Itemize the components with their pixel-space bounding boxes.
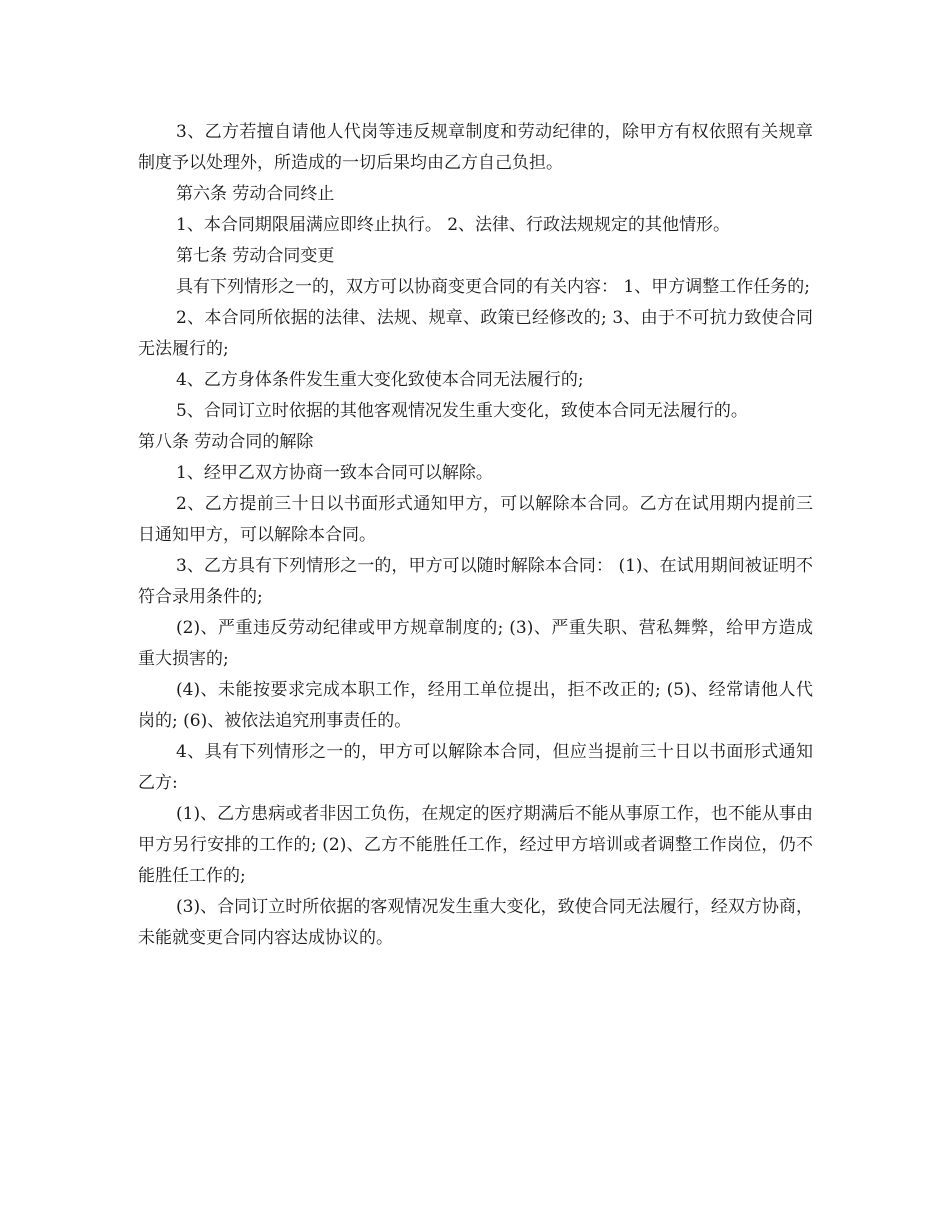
paragraph-clause-8-4: 4、具有下列情形之一的，甲方可以解除本合同，但应当提前三十日以书面形式通知乙方: — [138, 742, 813, 793]
heading-article-8: 第八条 劳动合同的解除 — [138, 432, 314, 452]
paragraph-clause-8-3-4-6: (4)、未能按要求完成本职工作，经用工单位提出，拒不改正的; (5)、经常请他人代岗的; (6)、被依法追究刑事责任的。 — [138, 680, 813, 731]
paragraph-clause-6-1-2: 1、本合同期限届满应即终止执行。 2、法律、行政法规规定的其他情形。 — [176, 215, 731, 235]
paragraph-clause-7-4: 4、乙方身体条件发生重大变化致使本合同无法履行的; — [176, 370, 584, 390]
heading-article-7: 第七条 劳动合同变更 — [176, 246, 335, 266]
paragraph-clause-8-4-3: (3)、合同订立时所依据的客观情况发生重大变化，致使合同无法履行，经双方协商，未能就变更合同内容达成协议的。 — [138, 897, 813, 948]
paragraph-clause-8-3-2-3: (2)、严重违反劳动纪律或甲方规章制度的; (3)、严重失职、营私舞弊，给甲方造成重大损害的; — [138, 618, 813, 669]
paragraph-clause-7-intro: 具有下列情形之一的，双方可以协商变更合同的有关内容： 1、甲方调整工作任务的; — [176, 277, 810, 297]
paragraph-clause-8-1: 1、经甲乙双方协商一致本合同可以解除。 — [176, 463, 493, 483]
heading-article-6: 第六条 劳动合同终止 — [176, 184, 335, 204]
paragraph-clause-8-2: 2、乙方提前三十日以书面形式通知甲方，可以解除本合同。乙方在试用期内提前三日通知甲方，可以解除本合同。 — [138, 494, 813, 545]
paragraph-clause-5-3: 3、乙方若擅自请他人代岗等违反规章制度和劳动纪律的，除甲方有权依照有关规章制度予以处理外，所造成的一切后果均由乙方自己负担。 — [138, 122, 813, 173]
paragraph-clause-7-5: 5、合同订立时依据的其他客观情况发生重大变化，致使本合同无法履行的。 — [176, 401, 748, 421]
paragraph-clause-8-4-1-2: (1)、乙方患病或者非因工负伤，在规定的医疗期满后不能从事原工作，也不能从事由甲方另行安排的工作的; (2)、乙方不能胜任工作，经过甲方培训或者调整工作岗位，仍不能胜任工作的; — [138, 804, 813, 886]
paragraph-clause-7-2-3: 2、本合同所依据的法律、法规、规章、政策已经修改的; 3、由于不可抗力致使合同无法履行的; — [138, 308, 813, 359]
document-page — [138, 117, 813, 954]
paragraph-clause-8-3: 3、乙方具有下列情形之一的，甲方可以随时解除本合同： (1)、在试用期间被证明不符合录用条件的; — [138, 556, 813, 607]
